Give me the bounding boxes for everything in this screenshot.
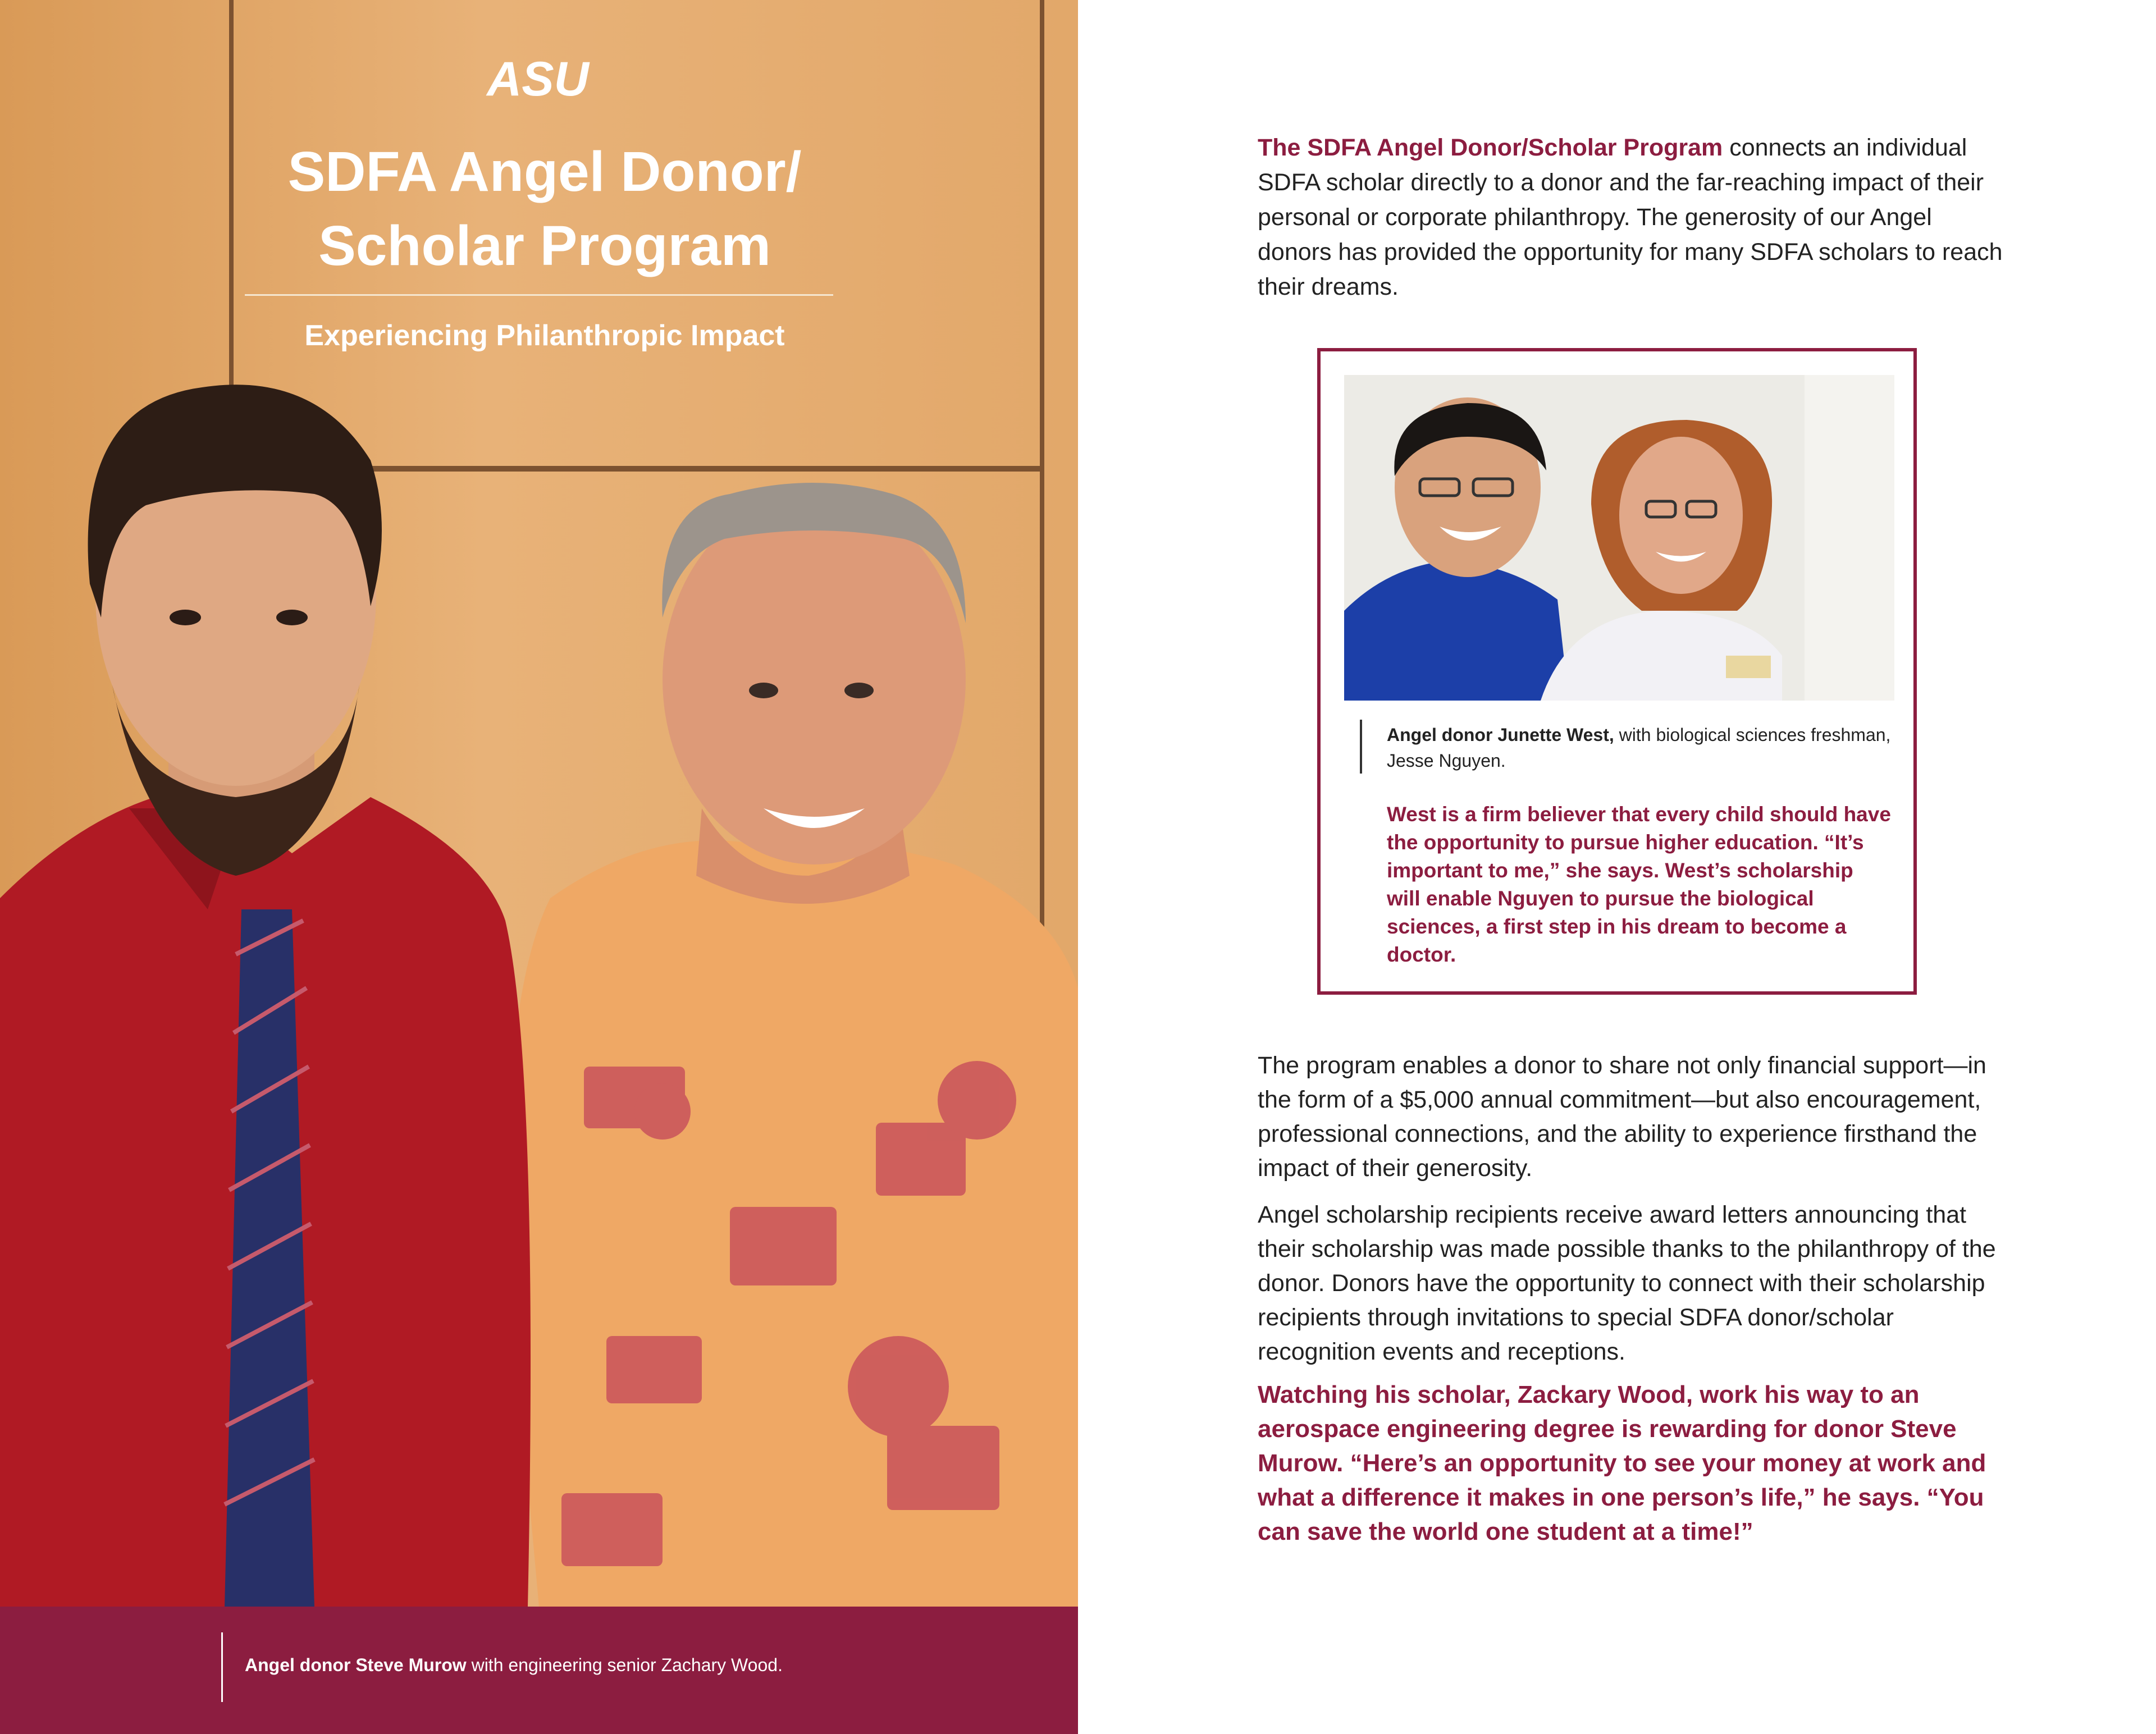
caption-name: Angel donor Steve Murow (245, 1655, 467, 1675)
svg-text:ASU: ASU (487, 56, 589, 101)
cover-photo-caption (245, 1655, 783, 1676)
feature-caption-rule (1360, 720, 1362, 774)
feature-caption-detail: with biological sciences freshman, Jesse Nguyen. (1387, 725, 1891, 771)
cover-title-line2: Scholar Program (318, 214, 771, 277)
cover-subtitle: Experiencing Philanthropic Impact (304, 319, 785, 352)
body-paragraph-2: Angel scholarship recipients receive award letters announcing that their scholarship was made possible thanks to the philanthropy of the donor. Donors have the opportunity to connect with their scholarship recipients through invitations to special SDFA donor/scholar recognition events and receptions. (1258, 1201, 1996, 1365)
intro-paragraph (1258, 130, 2004, 304)
intro-lead: The SDFA Angel Donor/Scholar Program (1258, 134, 1723, 161)
asu-logo (482, 56, 594, 101)
cover-title-line1: SDFA Angel Donor/ (287, 140, 802, 203)
feature-quote: West is a firm believer that every child should have the opportunity to pursue higher education. “It’s important to me,” she says. West’s scholarship will enable Nguyen to pursue the biological sciences, a first step in his dream to become a doctor. (1387, 803, 1891, 966)
closing-quote: Watching his scholar, Zackary Wood, work his way to an aerospace engineering degree is rewarding for donor Steve Murow. “Here’s an opportunity to see your money at work and what a difference it makes in one person’s life,” he says. “You can save the world one student at a time!” (1258, 1381, 1986, 1545)
feature-caption-name: Angel donor Junette West, (1387, 725, 1614, 745)
title-divider (245, 294, 833, 296)
feature-photo (1344, 375, 1894, 701)
caption-detail: with engineering senior Zachary Wood. (466, 1655, 783, 1675)
body-paragraph-1: The program enables a donor to share not only financial support—in the form of a $5,000 annual commitment—but also encouragement, professional connections, and the ability to experience firsthand the impact of their generosity. (1258, 1052, 1986, 1182)
cover-title (168, 135, 921, 283)
feature-box (1317, 348, 1917, 995)
feature-caption (1387, 722, 1892, 774)
caption-rule (221, 1632, 223, 1702)
intro-body: connects an individual SDFA scholar directly to a donor and the far-reaching impact of their personal or corporate philanthropy. The generosity of our Angel donors has provided the opportunity for many SDFA scholars to reach their dreams. (1258, 134, 2003, 300)
